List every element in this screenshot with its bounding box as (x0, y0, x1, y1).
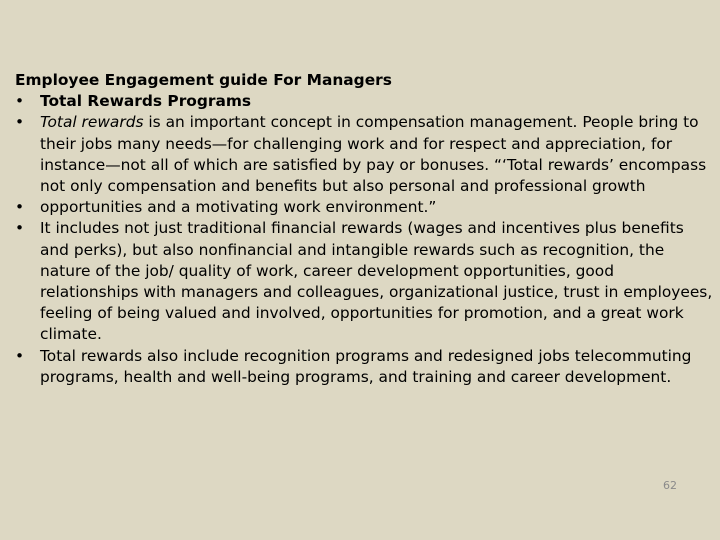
slide-heading: Employee Engagement guide For Managers (15, 71, 392, 89)
bullet-text: Total Rewards Programs (40, 92, 252, 111)
bullet-dot-icon: • (15, 92, 25, 111)
bullet-text: It includes not just traditional financial rewards (wages and incentives plus benefits and perks), but also nonfinancial and intangible rewards such as recognition, the nature of the job/ quality of work, career development opportunities, good relationships with managers and colleagues, organizational justice, trust in employees, feeling of being valued and involved, opportunities for promotion, and a great work climate. (40, 219, 713, 344)
bullet-text: is an important concept in compensation management. People bring to their jobs many needs—for challenging work and for respect and appreciation, for instance—not all of which are satisfied by pay or bonuses. “‘Total rewards’ encompass not only compensation and benefits but also personal and professional growth (40, 113, 707, 196)
bullet-dot-icon: • (15, 219, 25, 238)
page-number: 62 (663, 479, 677, 492)
bullet-dot-icon: • (15, 113, 25, 132)
bullet-item-recognition (15, 346, 715, 388)
bullet-list (15, 91, 715, 388)
bullet-item-opportunities (15, 197, 715, 218)
bullet-text: Total rewards also include recognition programs and redesigned jobs telecommuting programs, health and well-being programs, and training and career development. (40, 346, 692, 386)
bullet-item-definition (15, 112, 715, 197)
bullet-emphasis: Total rewards (40, 113, 144, 132)
bullet-dot-icon: • (15, 346, 25, 365)
slide-content (15, 70, 715, 388)
bullet-text: opportunities and a motivating work environment.” (40, 198, 437, 217)
bullet-item-includes (15, 218, 715, 345)
bullet-dot-icon: • (15, 198, 25, 217)
bullet-item-total-rewards-programs (15, 91, 715, 112)
